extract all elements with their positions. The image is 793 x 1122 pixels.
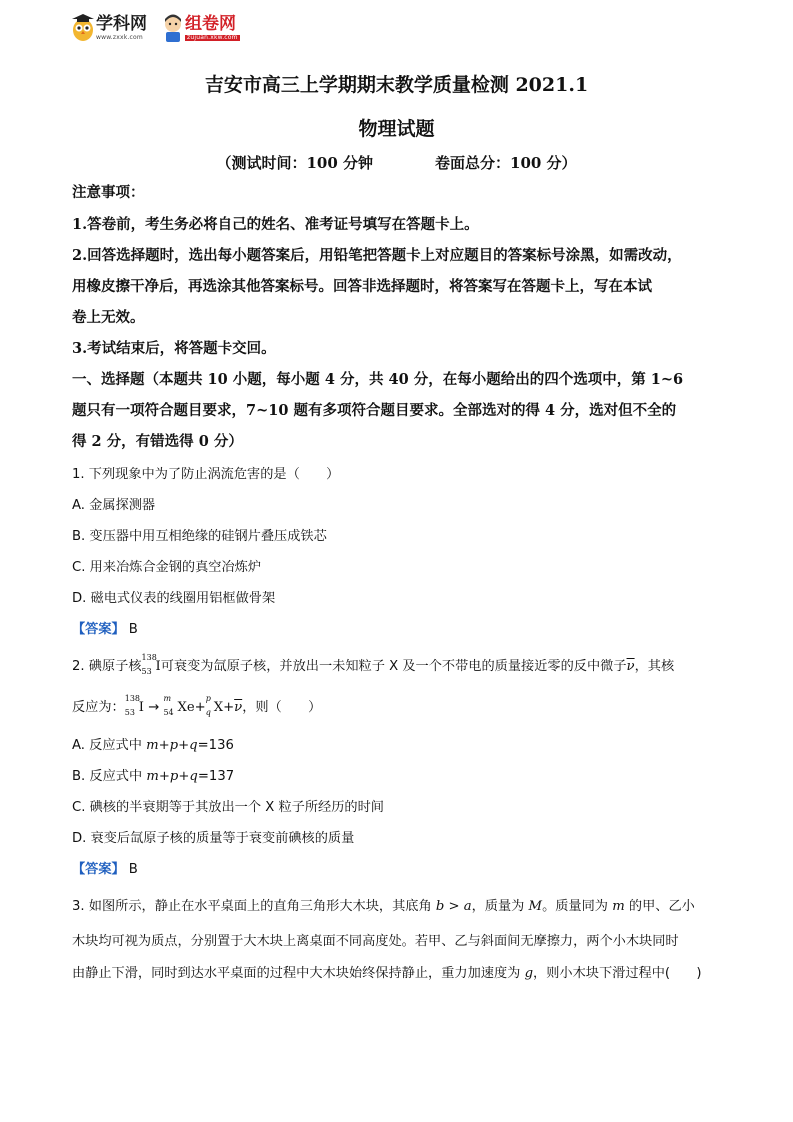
owl-mascot-icon [70, 13, 96, 43]
q2-option-b-prefix: B. 反应式中 [72, 769, 147, 784]
q2-stem-c: ，其核 [634, 659, 675, 674]
zujuanwang-url: zujuan.xkw.com [187, 33, 238, 41]
exam-total-score: 卷面总分：100 分） [435, 154, 577, 172]
student-mascot-icon [161, 13, 185, 43]
section-instructions-line-1: 一、选择题（本题共 10 小题，每小题 4 分，共 40 分，在每小题给出的四个选项中，第 1~6 [72, 371, 684, 388]
answer-label: 【答案】 [72, 862, 125, 877]
header-logos [70, 10, 254, 46]
q2-option-d: D. 衰变后氙原子核的质量等于衰变前碘核的质量 [72, 831, 355, 846]
zujuanwang-logo-text: 组卷网 [185, 13, 236, 34]
q3-mass-M: M [528, 899, 543, 914]
q3-mass-m: m [612, 899, 625, 914]
iodine-atomic-number: 53 [141, 667, 152, 676]
q3-text-c: 。质量同为 [542, 899, 613, 914]
q3-gravity-g: g [524, 966, 534, 981]
q2-stem-b: 可衰变为氙原子核，并放出一未知粒子 X 及一个不带电的质量接近零的反中微子 [160, 659, 627, 674]
q2-option-b-expression: m+p+q [146, 769, 198, 784]
q3-stem-line-1 [72, 895, 695, 914]
q2-answer [72, 858, 138, 877]
q2-stem-line-1 [72, 655, 674, 674]
exam-info [0, 152, 793, 173]
xenon-mass-number: m [163, 694, 172, 703]
exam-time: （测试时间：100 分钟 [216, 154, 373, 172]
q2-option-b [72, 765, 234, 784]
q3-text-f: ，则小木块下滑过程中( ) [533, 966, 702, 981]
note-3: 3.考试结束后，将答题卡交回。 [72, 340, 276, 357]
q1-answer-value: B [128, 622, 138, 637]
x-atomic-number: q [205, 708, 211, 717]
exam-title: 吉安市高三上学期期末教学质量检测 2021.1 [204, 74, 589, 96]
q1-option-c: C. 用来冶炼合金钢的真空冶炼炉 [72, 560, 262, 575]
eq-plus-2: + [223, 700, 235, 715]
notes-heading: 注意事项： [72, 184, 145, 201]
xenon-symbol: Xe [177, 700, 195, 715]
iodine-symbol: I [155, 659, 161, 674]
eq-xenon-nuclide [163, 694, 195, 717]
q1-answer [72, 618, 138, 637]
xenon-atomic-number: 54 [163, 708, 174, 717]
eq-x-particle [205, 694, 224, 717]
q2-option-a [72, 734, 234, 753]
q2-equation-line [72, 696, 321, 715]
iodine-mass-number: 138 [141, 653, 157, 662]
q2-stem-a: 2. 碘原子核 [72, 659, 142, 674]
q3-text-b: ，质量为 [471, 899, 529, 914]
note-2-line-2: 用橡皮擦干净后，再选涂其他答案标号。回答非选择题时，将答案写在答题卡上，写在本试 [72, 278, 652, 295]
exam-subject: 物理试题 [358, 118, 435, 140]
iodine-nuclide [141, 653, 161, 676]
q2-option-c: C. 碘核的半衰期等于其放出一个 X 粒子所经历的时间 [72, 800, 384, 815]
q3-text-a: 3. 如图所示，静止在水平桌面上的直角三角形大木块，其底角 [72, 899, 436, 914]
eq-iodine-nuclide [124, 694, 144, 717]
antineutrino-symbol: $\overline{\nu}$ [626, 659, 635, 674]
eq-plus-1: + [194, 700, 206, 715]
x-symbol: X [213, 700, 224, 715]
q3-text-d: 的甲、乙小 [624, 899, 695, 914]
q2-eq-tail: ，则（ ） [242, 700, 322, 715]
x-mass-number: p [205, 694, 211, 703]
q1-option-a: A. 金属探测器 [72, 498, 156, 513]
q3-stem-line-2: 木块均可视为质点，分别置于大木块上离桌面不同高度处。若甲、乙与斜面间无摩擦力，两个小木块同时 [72, 934, 679, 949]
eq-iodine-atomic-number: 53 [124, 708, 135, 717]
zujuanwang-logo[interactable] [161, 13, 240, 43]
q3-text-e: 由静止下滑，同时到达水平桌面的过程中大木块始终保持静止，重力加速度为 [72, 966, 525, 981]
note-1: 1.答卷前，考生务必将自己的姓名、准考证号填写在答题卡上。 [72, 216, 479, 233]
q2-option-a-prefix: A. 反应式中 [72, 738, 147, 753]
q3-angle-condition: b > a [435, 899, 472, 914]
eq-iodine-symbol: I [138, 700, 144, 715]
eq-iodine-mass-number: 138 [124, 694, 141, 703]
section-instructions-line-3: 得 2 分，有错选得 0 分） [72, 433, 243, 450]
eq-arrow: → [148, 700, 160, 715]
xuekewang-logo[interactable] [70, 13, 147, 43]
q3-stem-line-3 [72, 962, 702, 981]
section-instructions-line-2: 题只有一项符合题目要求，7~10 题有多项符合题目要求。全部选对的得 4 分，选对但不全的 [72, 402, 677, 419]
xuekewang-logo-text: 学科网 [96, 13, 147, 34]
q2-option-a-expression: m+p+q [146, 738, 198, 753]
eq-antineutrino: $\overline{\nu}$ [234, 700, 243, 715]
note-2-line-3: 卷上无效。 [72, 309, 145, 326]
q2-answer-value: B [128, 862, 138, 877]
answer-label: 【答案】 [72, 622, 125, 637]
q1-option-d: D. 磁电式仪表的线圈用铝框做骨架 [72, 591, 276, 606]
xuekewang-url: www.zxxk.com [96, 33, 143, 41]
q2-option-b-value: =137 [197, 769, 235, 784]
note-2-line-1: 2.回答选择题时，选出每小题答案后，用铅笔把答题卡上对应题目的答案标号涂黑，如需改动， [72, 247, 682, 264]
q2-option-a-value: =136 [197, 738, 234, 753]
q1-option-b: B. 变压器中用互相绝缘的硅钢片叠压成铁芯 [72, 529, 327, 544]
q1-stem: 1. 下列现象中为了防止涡流危害的是（ ） [72, 467, 340, 482]
q2-eq-prefix: 反应为： [72, 700, 125, 715]
